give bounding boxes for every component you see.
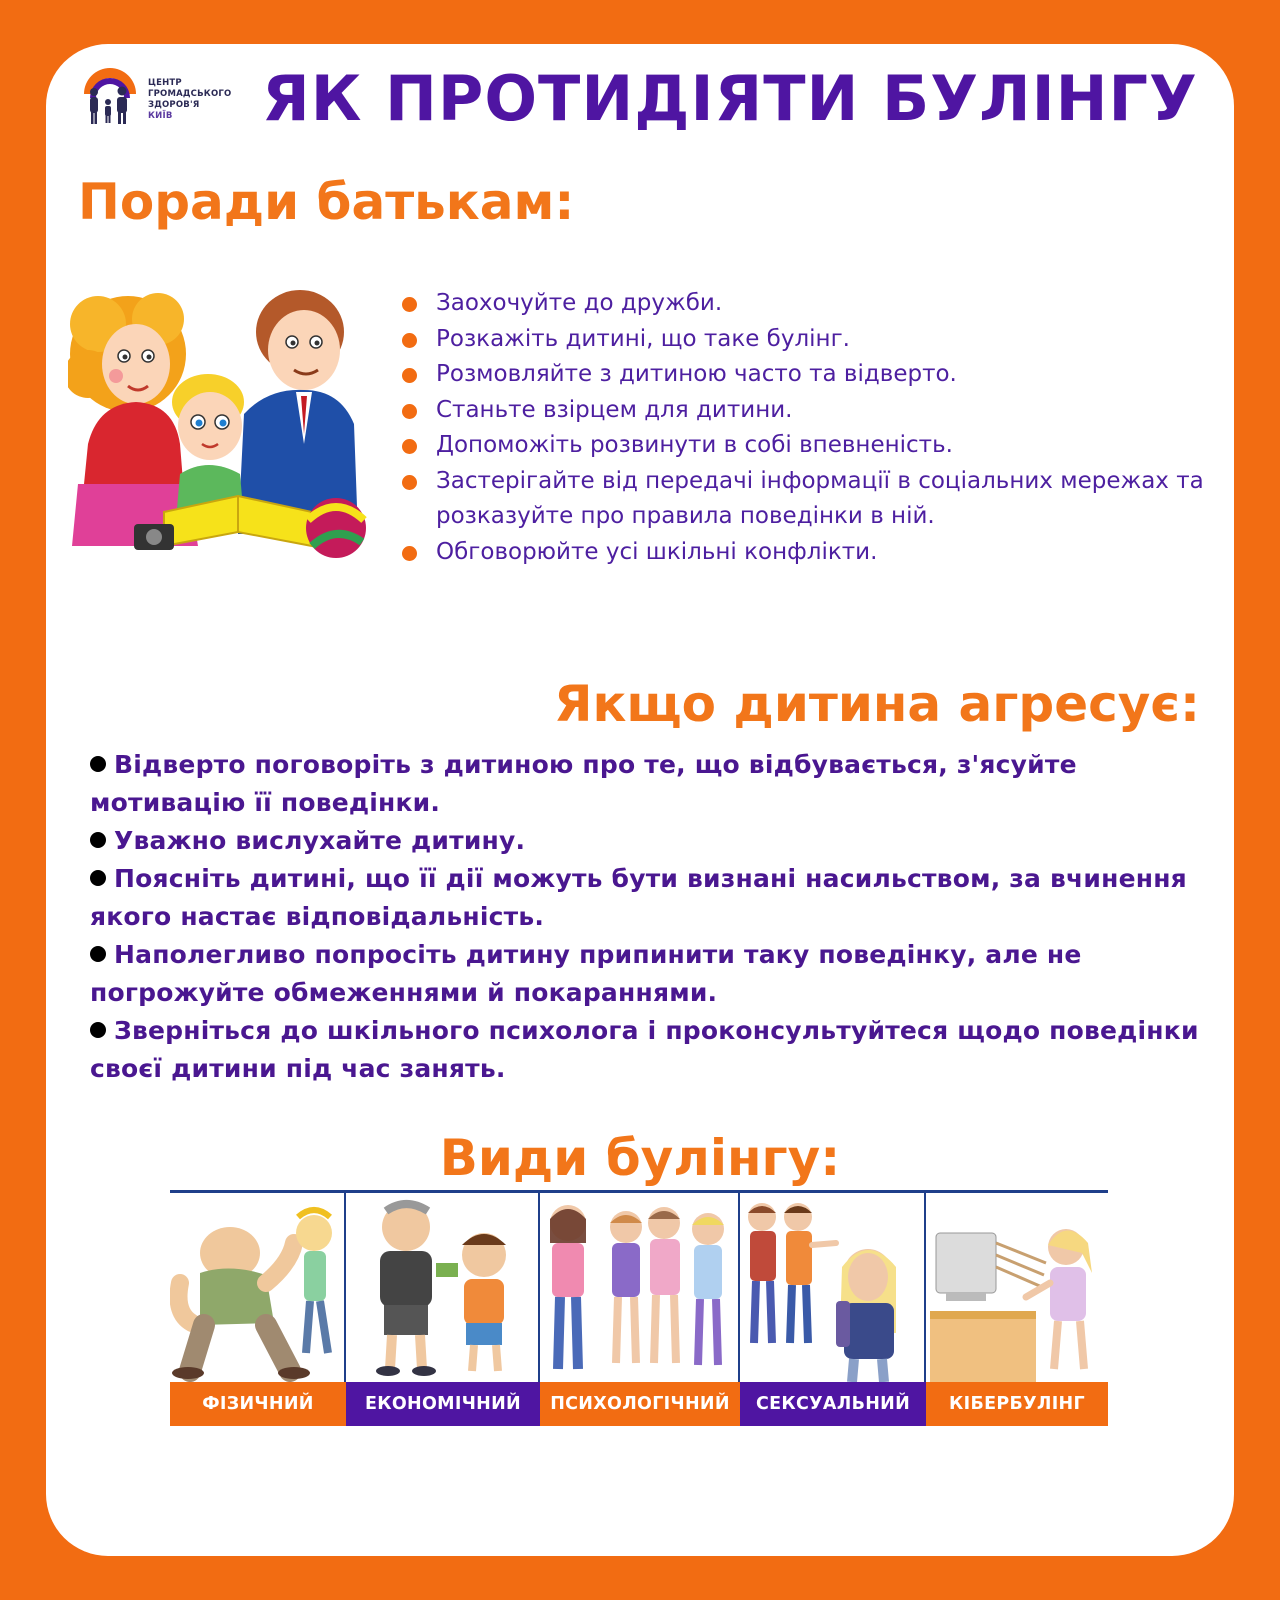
list-item <box>90 1012 1200 1088</box>
tip-text: Обговорюйте усі шкільні конфлікти. <box>436 538 878 565</box>
logo-text <box>148 78 248 122</box>
list-item <box>398 464 1228 535</box>
type-label: ЕКОНОМІЧНИЙ <box>346 1382 540 1426</box>
type-economic <box>346 1190 540 1426</box>
bullet-dot-icon <box>402 368 417 383</box>
organization-logo <box>80 64 240 134</box>
type-label: КІБЕРБУЛІНГ <box>926 1382 1108 1426</box>
tip-text: Відверто поговоріть з дитиною про те, що відбувається, з'ясуйте мотивацію її поведінки. <box>90 750 1077 817</box>
list-item <box>90 822 1200 860</box>
aggression-heading: Якщо дитина агресує: <box>553 675 1200 733</box>
type-sexual <box>740 1190 926 1426</box>
family-logo-icon <box>80 64 140 126</box>
type-label: ФІЗИЧНИЙ <box>170 1382 346 1426</box>
bullet-dot-icon <box>90 832 106 848</box>
logo-city: КИЇВ <box>148 111 173 121</box>
tip-text: Розкажіть дитині, що таке булінг. <box>436 325 850 352</box>
tip-text: Застерігайте від передачі інформації в соціальних мережах та розказуйте про правила поведінки в ній. <box>436 467 1204 529</box>
logo-line-1: ЦЕНТР <box>148 78 182 88</box>
type-psychological <box>540 1190 740 1426</box>
sexual-illustration <box>740 1190 926 1382</box>
psychological-illustration <box>540 1190 740 1382</box>
cyberbullying-illustration <box>926 1190 1108 1382</box>
bullet-dot-icon <box>402 475 417 490</box>
list-item <box>398 535 1228 571</box>
economic-illustration <box>346 1190 540 1382</box>
bullet-dot-icon <box>90 756 106 772</box>
bullet-dot-icon <box>402 546 417 561</box>
bullet-dot-icon <box>402 404 417 419</box>
type-cyberbullying <box>926 1190 1108 1426</box>
bullet-dot-icon <box>90 1022 106 1038</box>
list-item <box>398 286 1228 322</box>
parents-tips-list <box>398 286 1228 570</box>
list-item <box>90 860 1200 936</box>
type-label: СЕКСУАЛЬНИЙ <box>740 1382 926 1426</box>
bullet-dot-icon <box>90 946 106 962</box>
tip-text: Допоможіть розвинути в собі впевненість. <box>436 432 953 458</box>
types-heading: Види булінгу: <box>439 1129 841 1187</box>
bullet-dot-icon <box>402 439 417 454</box>
parents-heading: Поради батькам: <box>78 173 575 231</box>
physical-illustration <box>170 1190 346 1382</box>
tip-text: Розмовляйте з дитиною часто та відверто. <box>436 361 957 387</box>
list-item <box>90 936 1200 1012</box>
bullet-dot-icon <box>402 333 417 348</box>
list-item <box>398 357 1228 393</box>
list-item <box>398 393 1228 429</box>
logo-line-3: ЗДОРОВ'Я <box>148 100 200 110</box>
family-illustration <box>68 284 376 566</box>
tip-text: Наполегливо попросіть дитину припинити таку поведінку, але не погрожуйте обмеженнями й покараннями. <box>90 940 1082 1007</box>
list-item <box>398 428 1228 464</box>
tip-text: Уважно вислухайте дитину. <box>114 826 526 855</box>
tip-text: Зверніться до шкільного психолога і проконсультуйтеся щодо поведінки своєї дитини під час занять. <box>90 1016 1199 1083</box>
bullet-dot-icon <box>90 870 106 886</box>
tip-text: Станьте взірцем для дитини. <box>436 396 793 423</box>
type-physical <box>170 1190 346 1426</box>
type-label: ПСИХОЛОГІЧНИЙ <box>540 1382 740 1426</box>
page-title: ЯК ПРОТИДІЯТИ БУЛІНГУ <box>262 62 1198 135</box>
logo-line-2: ГРОМАДСЬКОГО <box>148 89 232 99</box>
list-item <box>398 322 1228 358</box>
bullying-types-strip <box>170 1190 1108 1426</box>
bullet-dot-icon <box>402 297 417 312</box>
list-item <box>90 746 1200 822</box>
aggression-tips-list <box>90 746 1200 1088</box>
tip-text: Заохочуйте до дружби. <box>436 290 723 316</box>
tip-text: Поясніть дитині, що її дії можуть бути визнані насильством, за вчинення якого настає відповідальність. <box>90 864 1187 931</box>
